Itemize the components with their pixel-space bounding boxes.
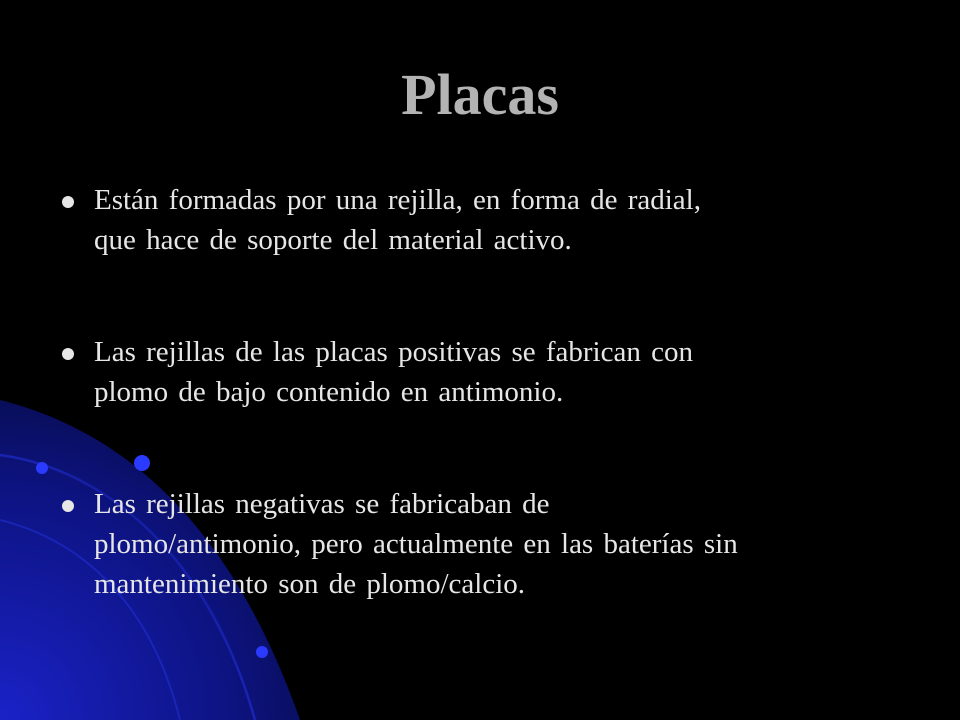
bullet-item: [62, 332, 922, 412]
bullet-text-line: plomo/antimonio, pero actualmente en las baterías sin: [94, 528, 738, 560]
bullet-text-line: Están formadas por una rejilla, en forma de radial,: [94, 184, 701, 216]
bullet-text-line: Las rejillas negativas se fabricaban de: [94, 488, 550, 520]
bullet-item: [62, 484, 922, 604]
bullet-dot-icon: [62, 500, 74, 512]
bullet-dot-icon: [62, 348, 74, 360]
slide-title: Placas: [401, 62, 559, 127]
blue-dot: [256, 646, 268, 658]
bullet-text-line: mantenimiento son de plomo/calcio.: [94, 568, 526, 600]
bullet-text-line: Las rejillas de las placas positivas se fabrican con: [94, 336, 693, 368]
bullet-item: [62, 180, 922, 260]
bullet-text-line: que hace de soporte del material activo.: [94, 224, 572, 256]
blue-dot: [36, 462, 48, 474]
bullet-dot-icon: [62, 196, 74, 208]
bullet-text-line: plomo de bajo contenido en antimonio.: [94, 376, 564, 408]
bullet-list: [62, 180, 922, 604]
